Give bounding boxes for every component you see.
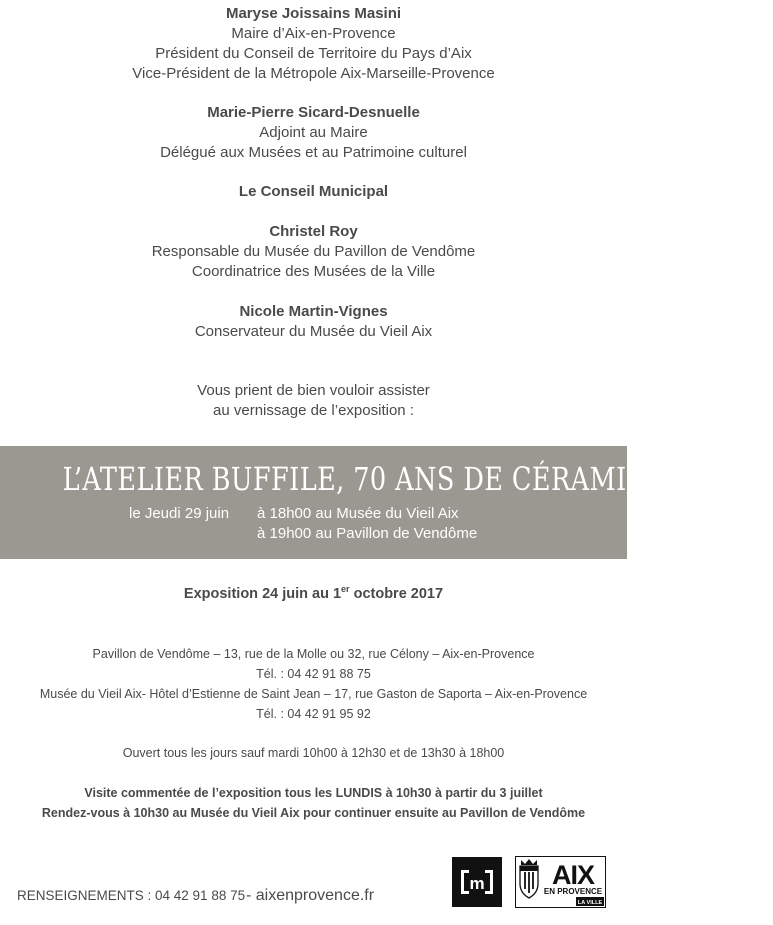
host-2-name: Marie-Pierre Sicard-Desnuelle <box>207 104 420 121</box>
info-phone: RENSEIGNEMENTS : 04 42 91 88 75 <box>17 888 246 903</box>
host-2-role-2: Délégué aux Musées et au Patrimoine culturel <box>160 144 467 161</box>
guided-visit-line-1: Visite commentée de l’exposition tous les LUNDIS à 10h30 à partir du 3 juillet <box>84 786 543 800</box>
guided-visit-line-2: Rendez-vous à 10h30 au Musée du Vieil Aix pour continuer ensuite au Pavillon de Vendôme <box>41 806 586 820</box>
website-link[interactable]: - aixenprovence.fr <box>246 887 375 904</box>
host-1-role-3: Vice-Président de la Métropole Aix-Marseille-Provence <box>132 65 495 82</box>
museum-logo <box>452 857 502 907</box>
exhibition-title: L’ATELIER BUFFILE, 70 ANS DE CÉRAMIQUE À AIX <box>62 460 773 498</box>
host-3-name: Le Conseil Municipal <box>238 183 389 200</box>
host-4-role-1: Responsable du Musée du Pavillon de Vendôme <box>151 243 476 260</box>
opening-date: le Jeudi 29 juin <box>129 505 230 522</box>
city-logo-tag: LA VILLE <box>577 900 603 906</box>
venue-2-phone: Tél. : 04 42 91 95 92 <box>256 707 371 721</box>
exhibition-banner <box>0 446 773 559</box>
host-2-role-1: Adjoint au Maire <box>259 124 368 141</box>
city-logo-name: AIX <box>551 860 595 890</box>
host-1-name: Maryse Joissains Masini <box>225 5 402 22</box>
venue-1-phone: Tél. : 04 42 91 88 75 <box>256 667 371 681</box>
opening-hours: Ouvert tous les jours sauf mardi 10h00 à 12h30 et de 13h30 à 18h00 <box>122 746 505 760</box>
aix-city-logo <box>515 856 606 908</box>
museum-logo-letter: m <box>469 874 485 893</box>
city-crest-icon <box>516 857 604 906</box>
host-4-role-2: Coordinatrice des Musées de la Ville <box>191 263 436 280</box>
host-1-role-1: Maire d’Aix-en-Provence <box>231 25 396 42</box>
invitation-line-1: Vous prient de bien vouloir assister <box>197 382 430 399</box>
venue-2-address: Musée du Vieil Aix- Hôtel d’Estienne de Saint Jean – 17, rue Gaston de Saporta – Aix-en-Provence <box>39 687 588 701</box>
opening-time-1: à 18h00 au Musée du Vieil Aix <box>257 505 459 522</box>
host-1-role-2: Président du Conseil de Territoire du Pays d’Aix <box>155 45 472 62</box>
host-4-name: Christel Roy <box>269 223 358 240</box>
host-5-role-1: Conservateur du Musée du Vieil Aix <box>194 323 433 340</box>
venue-1-address: Pavillon de Vendôme – 13, rue de la Molle ou 32, rue Célony – Aix-en-Provence <box>92 647 535 661</box>
city-logo-sub: EN PROVENCE <box>543 887 603 896</box>
exposition-dates: Exposition 24 juin au 1er octobre 2017 <box>183 584 444 602</box>
invitation-line-2: au vernissage de l’exposition : <box>213 402 414 419</box>
museum-logo-icon <box>452 857 502 907</box>
host-5-name: Nicole Martin-Vignes <box>239 303 388 320</box>
opening-time-2: à 19h00 au Pavillon de Vendôme <box>257 525 478 542</box>
